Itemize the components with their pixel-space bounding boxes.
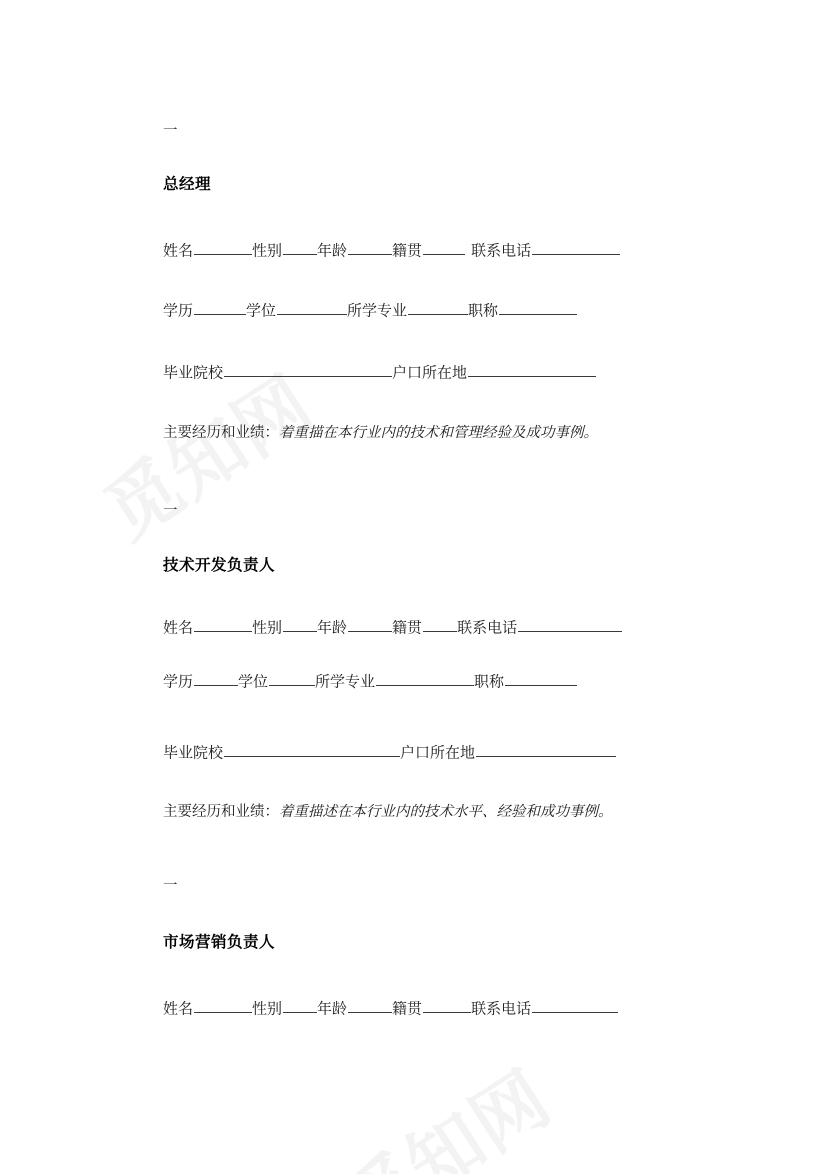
section-1-line-school	[163, 362, 596, 382]
blank-gender[interactable]	[283, 240, 317, 255]
section-1-line-identity	[163, 240, 620, 260]
blank-major[interactable]	[376, 671, 474, 686]
blank-title[interactable]	[505, 671, 577, 686]
section-2-line-school	[163, 742, 616, 762]
blank-household[interactable]	[476, 742, 616, 757]
label-household: 户口所在地	[392, 365, 468, 382]
label-native-place: 籍贯	[392, 243, 423, 260]
note-prefix: 主要经历和业绩：	[163, 425, 279, 441]
section-2-dash: 一	[163, 503, 178, 519]
blank-education[interactable]	[194, 300, 246, 315]
blank-phone[interactable]	[532, 998, 618, 1013]
blank-major[interactable]	[408, 300, 468, 315]
label-gender: 性别	[252, 620, 283, 637]
note-prefix: 主要经历和业绩：	[163, 804, 279, 820]
blank-native-place[interactable]	[423, 617, 457, 632]
label-major: 所学专业	[315, 674, 376, 691]
blank-school[interactable]	[224, 742, 400, 757]
blank-name[interactable]	[194, 240, 252, 255]
note-body: 着重描述在本行业内的技术水平、经验和成功事例。	[279, 804, 613, 820]
label-degree: 学位	[238, 674, 269, 691]
blank-school[interactable]	[224, 362, 392, 377]
section-2-line-education	[163, 671, 577, 691]
note-body: 着重描在本行业内的技术和管理经验及成功事例。	[279, 425, 598, 441]
blank-native-place[interactable]	[423, 998, 471, 1013]
label-name: 姓名	[163, 243, 194, 260]
section-1-heading: 总经理	[163, 175, 212, 193]
blank-age[interactable]	[348, 617, 392, 632]
blank-native-place[interactable]	[423, 240, 465, 255]
blank-name[interactable]	[194, 998, 252, 1013]
label-education: 学历	[163, 674, 194, 691]
blank-degree[interactable]	[269, 671, 315, 686]
label-school: 毕业院校	[163, 745, 224, 762]
blank-age[interactable]	[348, 998, 392, 1013]
label-age: 年龄	[317, 243, 348, 260]
section-1-dash: 一	[163, 123, 178, 139]
label-school: 毕业院校	[163, 365, 224, 382]
label-phone: 联系电话	[471, 243, 532, 260]
label-name: 姓名	[163, 1001, 194, 1018]
blank-gender[interactable]	[283, 617, 317, 632]
label-age: 年龄	[317, 620, 348, 637]
label-name: 姓名	[163, 620, 194, 637]
label-education: 学历	[163, 303, 194, 320]
label-degree: 学位	[246, 303, 277, 320]
blank-phone[interactable]	[518, 617, 622, 632]
blank-name[interactable]	[194, 617, 252, 632]
section-2-heading: 技术开发负责人	[163, 556, 276, 574]
label-title: 职称	[468, 303, 499, 320]
section-3-line-identity	[163, 998, 618, 1018]
blank-title[interactable]	[499, 300, 577, 315]
label-major: 所学专业	[347, 303, 408, 320]
blank-degree[interactable]	[277, 300, 347, 315]
label-phone: 联系电话	[471, 1001, 532, 1018]
section-1-note	[163, 425, 598, 442]
label-age: 年龄	[317, 1001, 348, 1018]
section-3-heading: 市场营销负责人	[163, 933, 276, 951]
section-2-line-identity	[163, 617, 622, 637]
label-gender: 性别	[252, 1001, 283, 1018]
blank-gender[interactable]	[283, 998, 317, 1013]
label-native-place: 籍贯	[392, 620, 423, 637]
blank-household[interactable]	[468, 362, 596, 377]
watermark-bottom	[320, 1041, 569, 1174]
section-3-dash: 一	[163, 878, 178, 894]
label-native-place: 籍贯	[392, 1001, 423, 1018]
blank-age[interactable]	[348, 240, 392, 255]
label-household: 户口所在地	[400, 745, 476, 762]
section-2-note	[163, 804, 613, 821]
label-phone: 联系电话	[457, 620, 518, 637]
label-title: 职称	[474, 674, 505, 691]
label-gender: 性别	[252, 243, 283, 260]
blank-education[interactable]	[194, 671, 238, 686]
section-1-line-education	[163, 300, 577, 320]
blank-phone[interactable]	[532, 240, 620, 255]
